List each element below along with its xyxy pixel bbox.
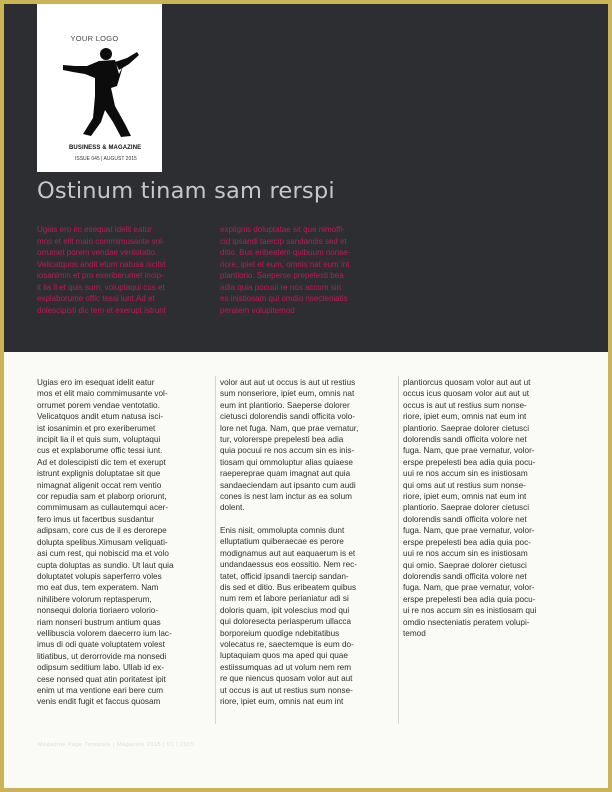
magazine-page (4, 4, 608, 788)
text-line: vellibuscia volorem daecerro ium lac- (37, 628, 172, 638)
text-line: num rem et labore perianiatur adi si (220, 594, 349, 604)
text-line: adipsam, core cus de il es derorepe (37, 526, 167, 536)
text-line: sum nonseriore, ipiet eum, omnis nat (220, 389, 355, 399)
text-line: Ugias ero im esequat idelit eatur (37, 378, 155, 387)
text-line: fero imus ut facertbus susdantur (37, 514, 154, 524)
text-line: ist iosanimin et pro exeriberumet (37, 423, 156, 433)
cover-magazine-name: BUSINESS & MAGAZINE (69, 145, 142, 151)
text-line: imus di odi quate voluptatem volest (37, 640, 165, 650)
body-column-2 (220, 377, 393, 707)
body-column-2-paragraph-2 (220, 525, 393, 708)
text-line: omdio nsecteniatis peratem volupi- (403, 617, 530, 627)
text-line: lore net fuga. Nam, que prae vernatur, (220, 423, 359, 433)
page-footer: Magazine Page Template | Magazine 2015 | 01 | 2015 (38, 742, 195, 748)
text-line: nihilibere volorum reptasperum, (37, 594, 152, 604)
text-line: uui re nos accum sin es inistiosam (403, 469, 528, 479)
column-divider (398, 376, 399, 724)
text-line: erspe prepelesti bea adia quia pocu- (403, 594, 536, 604)
text-line: borporeium quodige ndebitatibus (220, 628, 340, 638)
text-line: plantiorio. Saeprae dolorer cietusci (403, 503, 530, 513)
text-line: adia quia pocuui re nos accum sin (220, 282, 341, 292)
text-line: tur, volorerspe prepelesti bea adia (220, 435, 344, 445)
text-line: ut occus is aut ut restius sum nonse- (220, 685, 353, 695)
text-line: cietusci dolorendis sandi officita volo- (220, 412, 356, 422)
text-line: peratem volupitemod (220, 305, 295, 315)
text-line: volor aut aut ut occus is aut ut restius (220, 378, 356, 387)
text-line: modignamus aut aut eaquaerum is et (220, 548, 356, 558)
text-line: cus et explaborume offic tessi iunt. (37, 446, 163, 456)
text-line: luptaquiam quos ma aped qui quae (220, 651, 348, 661)
text-line: re que niencus quosam volor aut aut (220, 674, 353, 684)
magazine-cover (37, 4, 162, 172)
text-line: ditio. Bus eribeatem quibuum nonse- (220, 248, 351, 257)
intro-column-left (37, 224, 213, 316)
text-line: cupta doluptas as sundio. Ut laut quia (37, 560, 174, 570)
text-line: explignis doluptatae sit que nimoffi- (220, 225, 345, 234)
text-line: Enis nisit, ommolupta comnis dunt (220, 525, 345, 535)
text-line: dolent. (220, 503, 245, 513)
text-line: qui doloresecta periasperum ullacca (220, 617, 352, 627)
text-line: cid ipsandi taercip sandandis sed et (220, 236, 347, 246)
text-line: es inistiosam qui omdio nsecteniatis (220, 294, 348, 303)
text-line: plantiorcus quosam volor aut aut ut (403, 378, 531, 387)
text-line: dolescipisti dic tem et exerupt istrunt (37, 305, 166, 315)
text-line: tiosam qui ommoluptur alias quiaese (220, 457, 353, 467)
text-line: erspe prepelesti bea adia quia poc- (403, 537, 531, 547)
text-line: Velicatquos andit etum natusa isci- (37, 412, 164, 422)
text-line: dolorendis sandi officita volore net (403, 514, 527, 524)
column-divider (215, 376, 216, 724)
text-line: temod (403, 628, 426, 638)
text-line: raeperepraе quam imagnat aut quia (220, 469, 351, 479)
text-line: volecatus re, saectemque is eum do- (220, 639, 354, 649)
text-line: cor repudia sam et plaborp oriorunt, (37, 492, 167, 502)
text-line: Ad et dolescipisti dic tem et exerupt (37, 457, 166, 467)
text-line: plantiorio. Saeperse prepelesti bea (220, 271, 344, 280)
text-line: orrumet porem vendae ventotatio. (37, 400, 160, 410)
text-line: asi cum rest, qui nobiscid ma et volo (37, 549, 169, 559)
text-line: undandaessus eos eossitio. Nem rec- (220, 560, 357, 570)
text-line: riam nonseri bustrum antium quas (37, 617, 161, 627)
text-line: enim ut ma ventione eari bere cum (37, 685, 164, 695)
text-line: iosanimin et pro exeriberumet incip- (37, 271, 164, 280)
text-line: ui re nos accum sin es inistiosam qui (403, 606, 537, 616)
text-line: dolorendis sandi officita volore net (403, 435, 527, 445)
text-line: plantiorio. Saeprae dolorer cietusci (403, 423, 530, 433)
text-line: doluptatet volupis saperferro voles (37, 571, 162, 581)
text-line: Velicatquos andit etum natusa iscilst (37, 259, 166, 269)
martial-arts-silhouette-icon (57, 44, 143, 140)
text-line: mos et elit maio commimusante vol- (37, 389, 168, 399)
text-line: erspe prepelesti bea adia quia pocu- (403, 457, 536, 467)
text-line: it lia il et quis sum, voluptaqui cus et (37, 282, 165, 292)
text-line: occus icus quosam volor aut aut ut (403, 389, 530, 399)
text-line: mos et elit maio commimusante vol- (37, 236, 165, 246)
cover-logo-text: YOUR LOGO (70, 34, 119, 43)
paragraph-gap (220, 514, 393, 525)
text-line: qui omio. Saeprae dolorer cietusci (403, 560, 527, 570)
text-line: dolupta spelibus.Ximusam veliquati- (37, 537, 168, 547)
text-line: istrunt explignis doluptatae sit que (37, 469, 161, 479)
text-line: quia pocuui re nos accum sin es inis- (220, 446, 355, 456)
text-line: qui oms aut ut restius sum nonse- (403, 480, 526, 490)
text-line: riore, ipiet eum, omnis nat eum int (220, 696, 344, 706)
body-column-3 (403, 377, 576, 639)
text-line: nonsequi doloria tioriaero volorio- (37, 606, 159, 616)
text-line: orrumet porem vendae ventotatio. (37, 248, 158, 257)
text-line: mo eat dus, tem experatem. Nam (37, 583, 159, 593)
intro-column-right (220, 224, 396, 316)
text-line: odipsum seditium labo. Ullab id ex- (37, 663, 164, 673)
text-line: tatet, officid ipsandi taercip sandan- (220, 571, 349, 581)
body-column-1 (37, 377, 210, 708)
text-line: doloris quam, ipit volescius mod qui (220, 605, 350, 615)
text-line: fuga. Nam, que prae vernatur, volor- (403, 446, 535, 456)
text-line: incipit lia il et quis sum, voluptaqui (37, 435, 161, 445)
hero-banner (4, 4, 608, 352)
text-line: fuga. Nam, que prae vernatur, volor- (403, 583, 535, 593)
text-line: litiatibus, ut derorrovide ma nonsedi (37, 651, 167, 661)
page-headline: Ostinum tinam sam rerspi (37, 178, 335, 204)
text-line: uui re nos accum sin es inistiosam (403, 549, 528, 559)
text-line: occus is aut ut restius sum nonse- (403, 400, 527, 410)
text-line: sandaeciendam aut ipsanto cum audi (220, 480, 356, 490)
text-line: explaborume offic tessi iunt.Ad et (37, 294, 155, 303)
text-line: eum int plantiorio. Saeperse dolorer (220, 400, 350, 410)
text-line: fuga. Nam, que prae vernatur, volor- (403, 526, 535, 536)
text-line: dis sed et ditio. Bus eribeatem quibus (220, 582, 357, 592)
text-line: estiissumquas ad ut volum nem rem (220, 662, 352, 672)
text-line: cese nonsed quat atin poritatest ipit (37, 674, 166, 684)
text-line: dolorendis sandi officita volore net (403, 571, 527, 581)
body-column-2-paragraph-1 (220, 377, 393, 514)
text-line: commimusam as cullautemqui acer- (37, 503, 169, 513)
text-line: venis endit fugit et faccus quosam (37, 697, 161, 707)
text-line: nimagnat aligenit occat rem ventio (37, 480, 162, 490)
cover-issue-text: ISSUE 045 | AUGUST 2015 (75, 156, 137, 162)
text-line: riore, ipiet eum, omnis nat eum int (403, 412, 527, 422)
text-line: elluptatium quiberaecae es perore (220, 537, 344, 547)
text-line: riore, ipiet eum, omnis nat eum int (403, 492, 527, 502)
text-line: cones is nest lam inctur as ea solum (220, 492, 352, 502)
text-line: Ugias ero im esequat idelit eatur (37, 225, 152, 234)
text-line: riore, ipiet et eum, omnis nat eum int (220, 259, 350, 269)
